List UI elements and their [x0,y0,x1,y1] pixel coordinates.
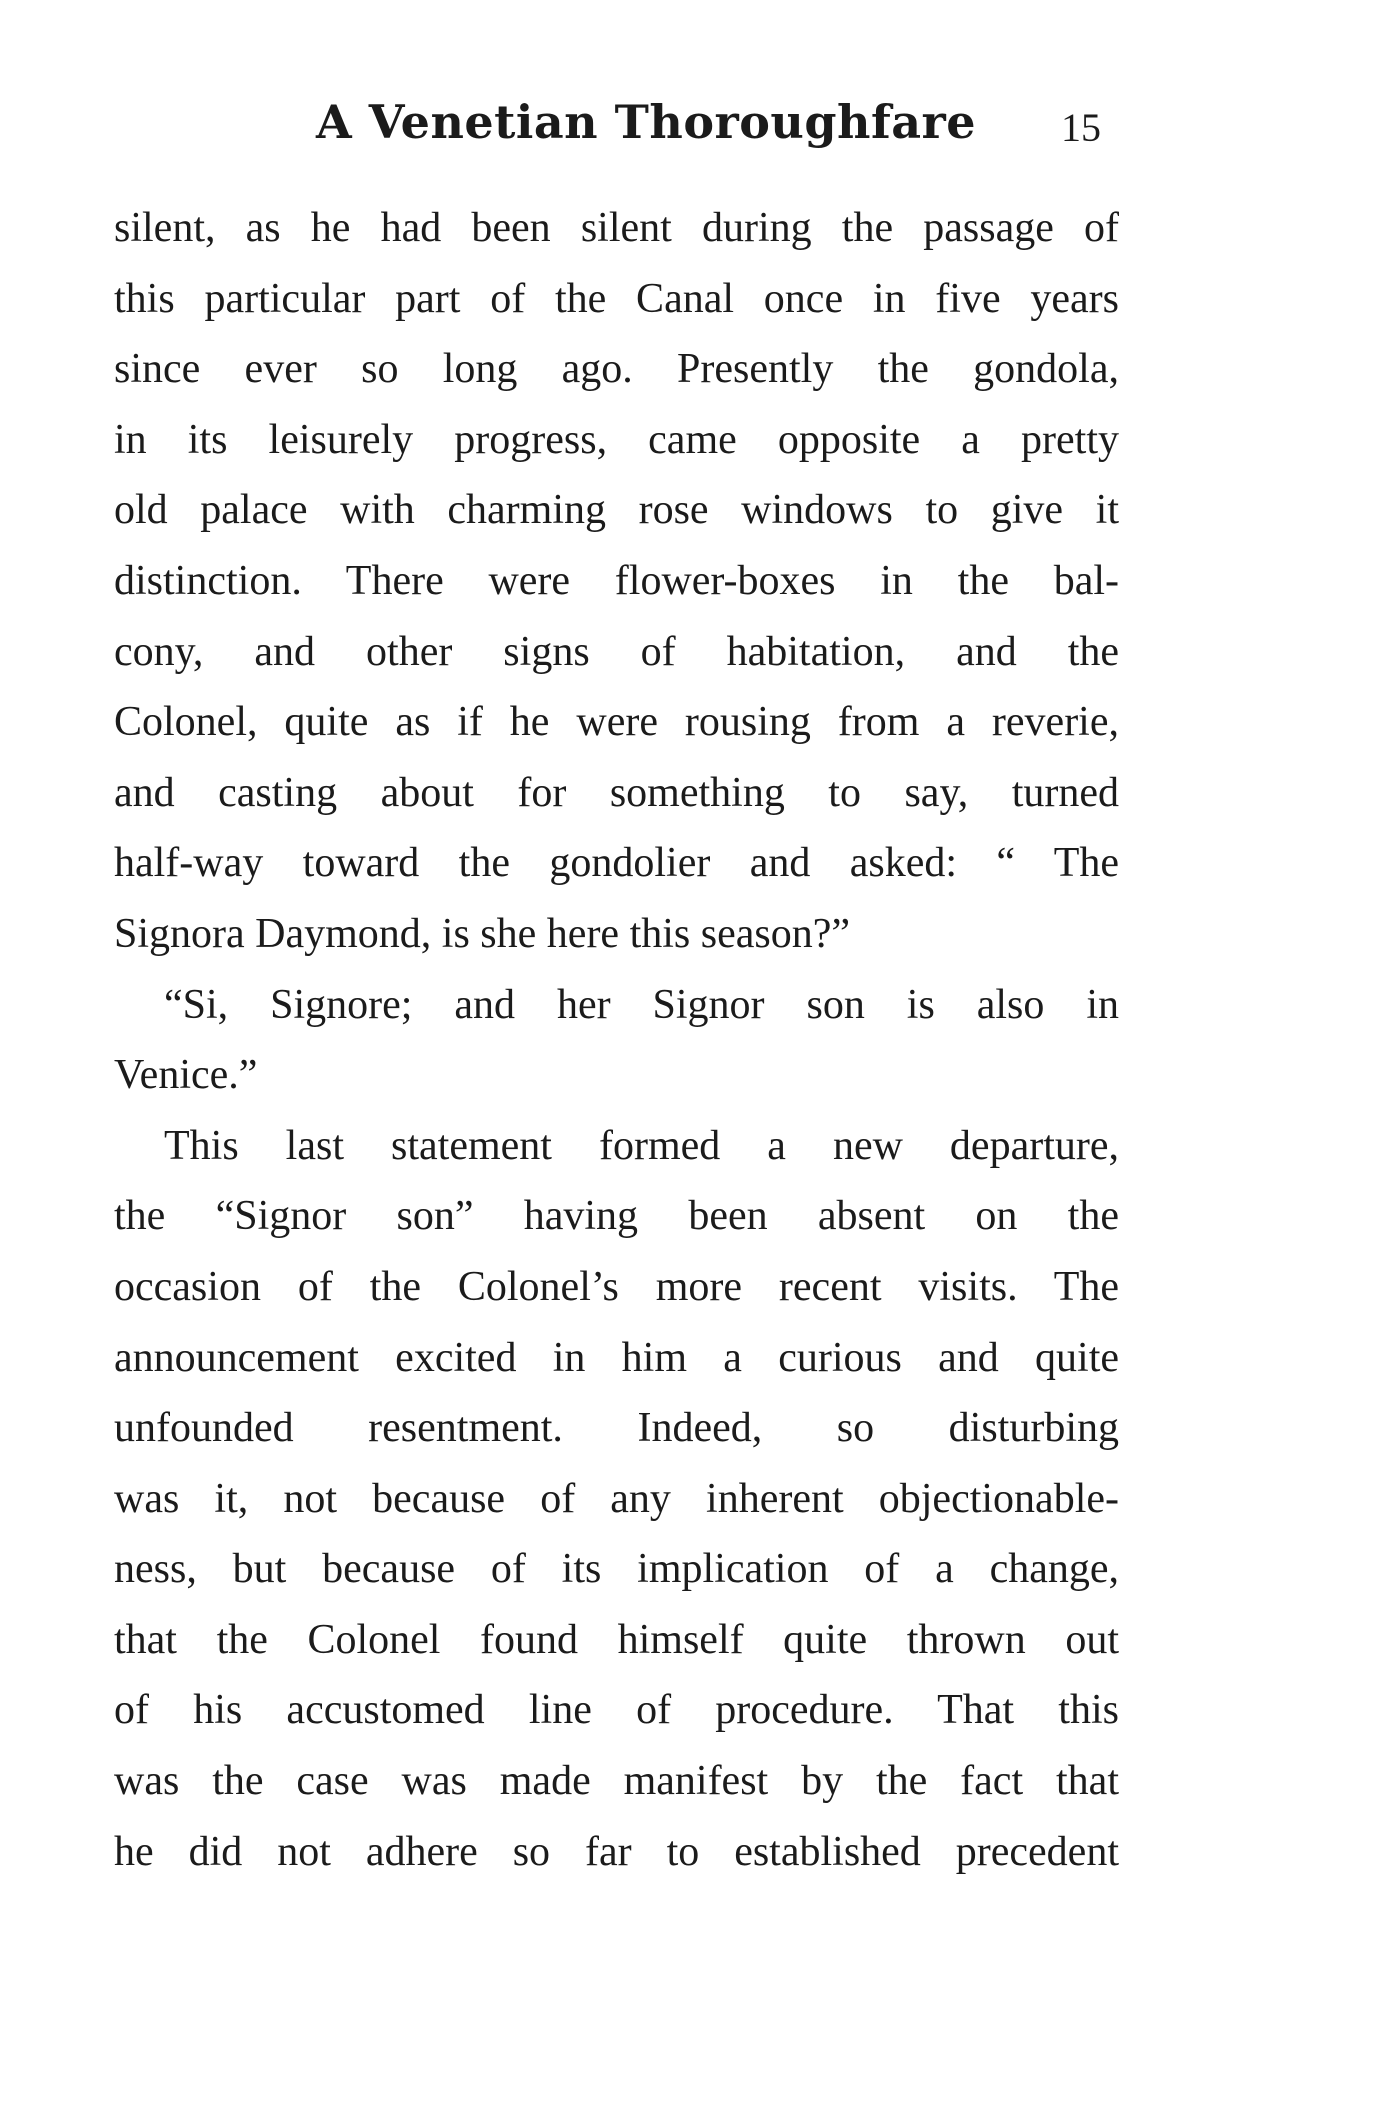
text-line: Venice.” [114,1052,258,1099]
text-line: silent, as he had been silent during the passage of [114,205,1119,251]
running-head [316,92,1116,162]
text-line: Colonel, quite as if he were rousing from a reverie, [114,699,1119,746]
text-line: unfounded resentment. Indeed, so disturbing [114,1405,1119,1452]
running-title: A Venetian Thoroughfare [316,95,977,149]
text-line: that the Colonel found himself quite thrown out [114,1616,1119,1663]
text-line: “Si, Signore; and her Signor son is also in [164,981,1119,1028]
text-line: in its leisurely progress, came opposite a pretty [114,416,1119,463]
text-line: cony, and other signs of habitation, and the [114,628,1119,675]
text-line: since ever so long ago. Presently the gondola, [114,346,1119,393]
text-line: was the case was made manifest by the fact that [114,1758,1119,1805]
text-line: ness, but because of its implication of a change, [114,1546,1119,1593]
text-line: distinction. There were flower-boxes in the bal- [114,557,1119,604]
text-line: and casting about for something to say, turned [114,769,1119,816]
text-line: occasion of the Colonel’s more recent visits. The [114,1263,1119,1310]
text-line: Signora Daymond, is she here this season?” [114,910,851,957]
text-line: he did not adhere so far to established precedent [114,1828,1119,1875]
text-line: the “Signor son” having been absent on the [114,1193,1119,1240]
text-line: of his accustomed line of procedure. That this [114,1687,1119,1734]
text-line: This last statement formed a new departure, [164,1122,1119,1169]
text-line: announcement excited in him a curious and quite [114,1334,1119,1381]
body-text [114,193,1119,1887]
text-line: old palace with charming rose windows to give it [114,487,1119,534]
text-line: was it, not because of any inherent objectionable- [114,1475,1119,1522]
page-number: 15 [1061,105,1101,150]
text-line: half-way toward the gondolier and asked: “ The [114,840,1119,887]
text-line: this particular part of the Canal once in five years [114,275,1119,322]
